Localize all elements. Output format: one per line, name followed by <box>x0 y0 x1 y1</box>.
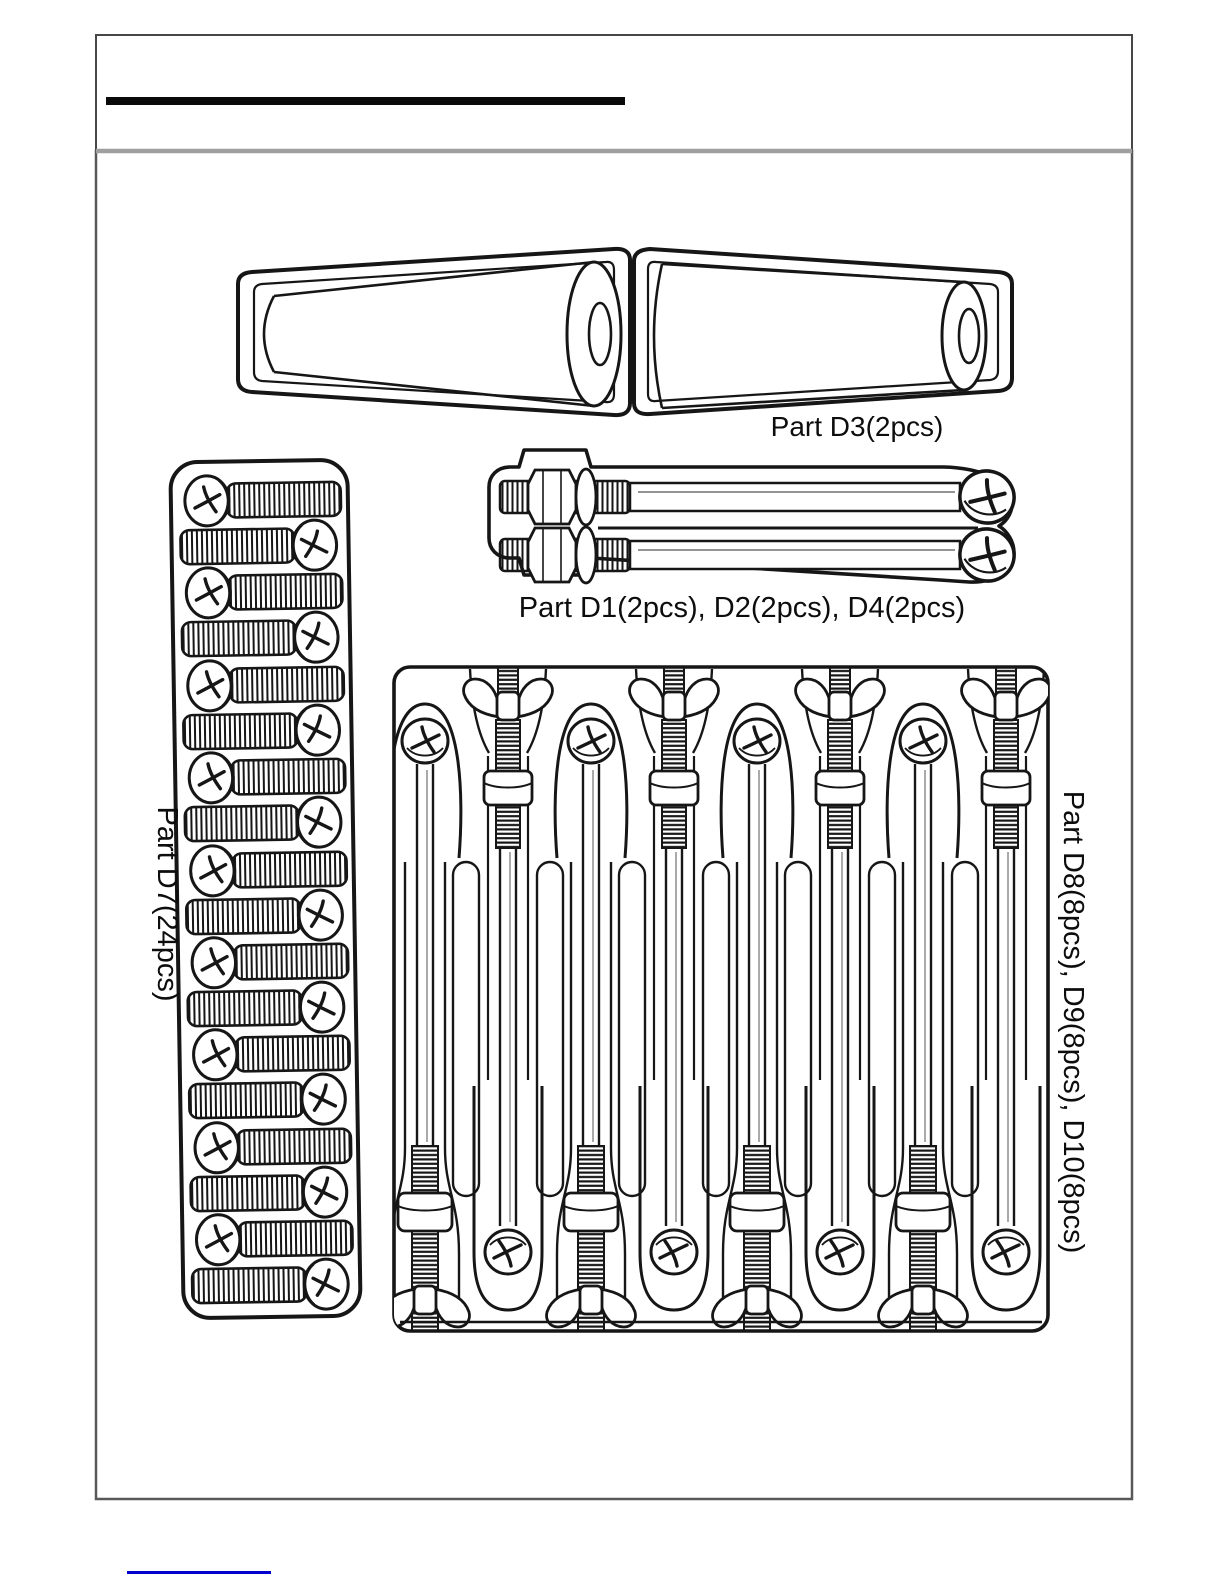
title-underline <box>106 97 625 105</box>
label-part-d8-d9-d10: Part D8(8pcs), D9(8pcs), D10(8pcs) <box>1057 790 1089 1254</box>
label-part-d3: Part D3(2pcs) <box>770 411 944 442</box>
blister-channel <box>952 862 978 1196</box>
part-d3-drawing <box>238 249 1012 415</box>
part-d7-drawing <box>170 460 360 1319</box>
part-d8-d9-d10-drawing <box>381 667 1051 1334</box>
label-part-d1-d2-d4: Part D1(2pcs), D2(2pcs), D4(2pcs) <box>518 592 966 624</box>
label-part-d7: Part D7(24pcs) <box>151 806 183 1002</box>
part-d1-d2-d4-drawing <box>489 450 1019 586</box>
header-box <box>96 35 1132 151</box>
footer-link-underline[interactable] <box>127 1571 271 1574</box>
